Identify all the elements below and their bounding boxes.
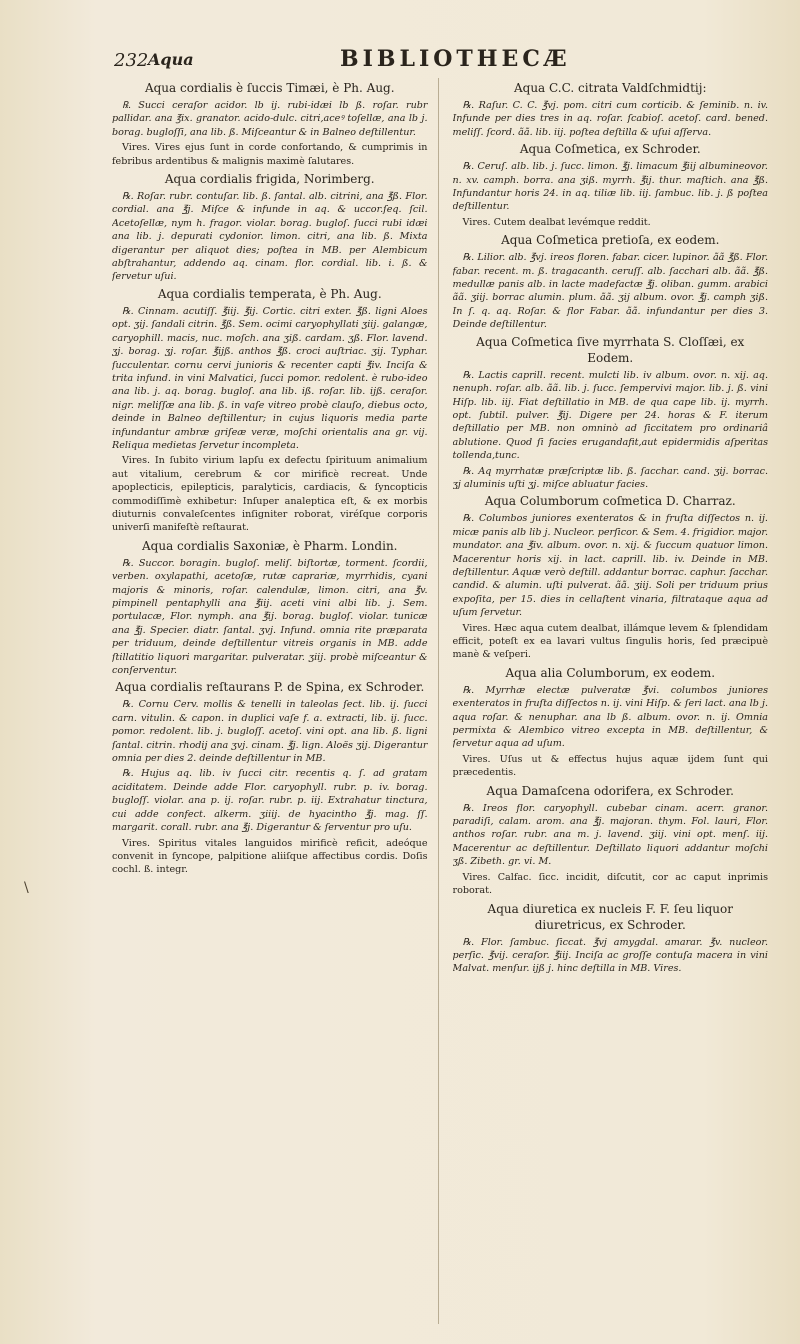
recipe-entry bbox=[453, 334, 769, 463]
left-column bbox=[112, 78, 439, 1324]
margin-mark: \ bbox=[24, 880, 29, 896]
recipe-text: ℞. Raſur. C. C. ℥vj. pom. citri cum corticib. & ſeminib. n. iv. Infunde per dies tres in aq. roſar. ſcabioſ. acetoſ. card. bened. meliſſ. ſcord. ãã. lib. iij. poſtea deſtilla & uſui aſſerva. bbox=[452, 100, 768, 138]
running-word: Aqua bbox=[148, 50, 194, 69]
recipe-heading: Aqua Coſmetica, ex Schroder. bbox=[519, 142, 701, 157]
vires-text: Vires. Uſus ut & effectus hujus aquæ ijdem ſunt qui præcedentis. bbox=[452, 753, 768, 779]
recipe-heading: Aqua cordialis frigida, Norimberg. bbox=[164, 172, 375, 187]
recipe-heading: Aqua Coſmetica ſive myrrhata S. Cloſſæi, ex Eodem. bbox=[476, 334, 745, 365]
recipe-entry bbox=[112, 80, 428, 168]
recipe-heading: Aqua alia Columborum, ex eodem. bbox=[505, 665, 716, 680]
vires-text: Vires. Calfac. ſicc. incidit, diſcutit, cor ac caput inprimis roborat. bbox=[452, 871, 768, 897]
recipe-text: ℞. Aq myrrhatæ præſcriptæ lib. ß. ſacchar. cand. ʒij. borrac. ʒj aluminis uſti ʒj. miſce abluatur facies. bbox=[452, 465, 768, 490]
vires-text: Vires. In ſubito virium lapſu ex defectu ſpirituum animalium aut vitalium, cerebrum & cor mirificè recreat. Unde apoplecticis, epilepticis, paralyticis, cardiacis, & ſyncopticis commodiſſimè exhibetur: Inſuper analeptica eſt, & ex morbis diuturnis convaleſcentes inſigniter roborat, viréſque corporis univerſi manifeſtè reſtaurat. bbox=[112, 455, 428, 534]
recipe-entry bbox=[453, 80, 769, 139]
recipe-heading: Aqua cordialis reſtaurans P. de Spina, ex Schroder. bbox=[115, 680, 425, 695]
recipe-entry bbox=[112, 679, 428, 765]
recipe-heading: Aqua Coſmetica pretioſa, ex eodem. bbox=[501, 233, 720, 248]
recipe-entry bbox=[453, 141, 769, 229]
page-number: 232 bbox=[114, 50, 149, 71]
vires-text: Vires. Hæc aqua cutem dealbat, illámque levem & ſplendidam efficit, poteſt ex ea lavari vultus ſingulis horis, ſed præcipuè manè & veſperi. bbox=[452, 622, 768, 661]
recipe-entry bbox=[453, 465, 769, 492]
recipe-text: ℞. Columbos juniores exenteratos & in fruſta diſſectos n. ij. micæ panis alb lib j. Nucleor. perſicor. & Sem. 4. frigidior. major. mundator. ana ℥iv. album. ovor. n. xij. & ſuccum quatuor limon. Macerentur horis xij. in lact. caprill. lib. iv. Deinde in MB. deſtillentur. Aquæ verò deſtill. addantur borrac. caphur. ſacchar. candid. & alumin. uſti pulverat. ãã. ʒiij. Soli per triduum prius expoſita, per 15. dies in cellaſtent vinaria, filtrataque aqua ad uſum ſervetur. bbox=[452, 513, 768, 619]
recipe-heading: Aqua Columborum coſmetica D. Charraz. bbox=[484, 494, 736, 509]
recipe-entry bbox=[112, 286, 428, 535]
vires-text: Vires. Vires ejus ſunt in corde confortando, & cumprimis in febribus ardentibus & malignis maximè ſalutares. bbox=[112, 142, 428, 167]
running-title: BIBLIOTHECÆ bbox=[340, 46, 571, 72]
text-columns bbox=[112, 78, 768, 1324]
right-column bbox=[453, 78, 769, 1324]
recipe-entry bbox=[453, 783, 769, 898]
recipe-text: ℞. Ireos flor. caryophyll. cubebar cinam. acerr. granor. paradiſi, calam. arom. ana ℥j. majoran. thym. Fol. lauri, Flor. anthos roſar. rubr. ana m. j. lavend. ʒiij. vini opt. menſ. iij. Macerentur ac deſtillentur. Deſtillato liquori addantur moſchi ʒß. Zibeth. gr. vi. M. bbox=[452, 802, 768, 868]
vires-text: Vires. Cutem dealbat levémque reddit. bbox=[462, 216, 651, 228]
recipe-heading: Aqua cordialis è ſuccis Timæi, è Ph. Aug. bbox=[144, 81, 395, 95]
recipe-text: ℞. Lilior. alb. ℥vj. ireos floren. fabar. cicer. lupinor. ãã ℥ß. Flor. fabar. recent. m. ß. tragacanth. ceruſſ. alb. ſacchari alb. ãã. ℥ß. medullæ panis alb. in lacte madefactæ ℥j. oliban. gumm. arabici ãã. ʒiij. borrac alumin. plum. ãã. ʒij album. ovor. ℥j. camph ʒiß. In ſ. q. aq. Roſar. & flor Fabar. ãã. infundantur per dies 3. Deinde deſtillentur. bbox=[452, 252, 768, 331]
recipe-text: ℞. Succi ceraſor acidor. lb ij. rubi-idæi lb ß. roſar. rubr pallidar. ana ℥ix. granator. acido-dulc. citri,aceꝰ toſellæ, ana lb j. borag. bugloſſi, ana lib. ß. Miſceantur & in Balneo deſtillentur. bbox=[112, 100, 428, 138]
recipe-heading: Aqua C.C. citrata Valdſchmidtij: bbox=[513, 81, 707, 95]
recipe-entry bbox=[112, 767, 428, 876]
recipe-text: ℞. Lactis caprill. recent. mulcti lib. iv album. ovor. n. xij. aq. nenuph. roſar. alb. ãã. lib. j. ſucc. ſempervivi major. lib. j. ß. vini Hiſp. lib. iij. Fiat deſtillatio in MB. de qua cape lib. ij. myrrh. opt. ſubtil. pulver. ℥ij. Digere per 24. horas & F. iterum deſtillatio per MB. non omninò ad ſiccitatem pro ordinariâ ablutione. Quod ſi facies erugandafit,aut epidermidis aſperitas tollenda,tunc. bbox=[452, 369, 768, 462]
recipe-heading: Aqua Damaſcena odorifera, ex Schroder. bbox=[486, 783, 734, 798]
recipe-text: ℞. Succor. boragin. bugloſ. meliſ. biſtortæ, torment. ſcordii, verben. oxylapathi, acetoſæ, rutæ caprariæ, myrrhidis, cyani majoris & minoris, roſar. calendulæ, limon. citri, ana ℥v. pimpinell pentaphylli ana ℥iij. aceti vini albi lib. j. Sem. portulacæ, Flor. nymph. ana ℥ij. borag. bugloſ. violar. tunicæ ana ℥j. Specier. diatr. ſantal. ʒvj. Infund. omnia rite præparata per triduum, deinde deſtillentur vitreis organis in MB. adde ſtillatitio liquori margaritar. pulveratar. ʒiij. probè miſceantur & conſerventur. bbox=[112, 557, 428, 677]
recipe-text: ℞. Myrrhæ electæ pulveratæ ℥vi. columbos juniores exenteratos in fruſta diſſectos n. ij. vini Hiſp. & ſeri lact. ana lb j. aqua roſar. & nenuphar. ana lb ß. album. ovor. n. ij. Omnia permixta & Alembico vitreo excepta in MB. deſtillentur, & ſervetur aqua ad uſum. bbox=[452, 684, 768, 750]
recipe-entry bbox=[112, 171, 428, 284]
recipe-heading: Aqua cordialis temperata, è Ph. Aug. bbox=[157, 286, 382, 301]
recipe-text: ℞. Ceruſ. alb. lib. j. ſucc. limon. ℥j. limacum ℥iij albumineovor. n. xv. camph. borra. ana ʒiß. myrrh. ℥ij. thur. maſtich. ana ℥ß. Infundantur horis 24. in aq. tiliæ lib. iij. ſambuc. lib. j. ß poſtea deſtillentur. bbox=[452, 161, 768, 213]
recipe-text: ℞. Roſar. rubr. contuſar. lib. ß. ſantal. alb. citrini, ana ℥ß. Flor. cordial. ana ℥j. Miſce & infunde in aq. & uccor.ſeq. ſcil. Acetoſellæ, nym h. fragor. violar. borag. bugloſ. ſucci rubi idæi ana lib. j. depurati cydonior. limon. citri, ana lib. ß. Mixta digerantur per aliquot dies; poſtea in MB. per Alembicum abſtrahantur, addendo aq. cinam. flor. cordial. lib. i. ß. & ſervetur uſui. bbox=[112, 191, 428, 283]
recipe-entry bbox=[453, 232, 769, 331]
recipe-entry bbox=[112, 538, 428, 678]
recipe-entry bbox=[453, 901, 769, 976]
recipe-text: ℞. Cinnam. acutiſſ. ℥iij. ℥ij. Cortic. citri exter. ℥ß. ligni Aloes opt. ʒij. ſandali citrin. ℥ß. Sem. ocimi caryophyllati ʒiij. galangæ, caryophill. macis, nuc. moſch. ana ʒiß. cardam. ʒß. Flor. lavend. ʒj. borag. ʒj. roſar. ℥ijß. anthos ℥ß. croci auſtriac. ʒij. Typhar. ſucculentar. cornu cervi junioris & recenter capti ℥iv. Inciſa & trita infund. in vini Malvatici, ſucci pomor. redolent. è rubo-ideo ana lib. j. aq. borag. bugloſ. ana lib. iß. roſar. lib. ijß. ceraſor. nigr. meliſſæ ana lib. ß. in vaſe vitreo probè clauſo, diebus octo, deinde in Balneo deſtillentur; in cujus liquoris media parte infundantur ambræ griſeæ veræ, moſchi orientalis ana gr. vij. Reliqua medietas ſervetur incompleta. bbox=[112, 305, 428, 451]
recipe-text: ℞. Cornu Cerv. mollis & tenelli in taleolas ſect. lib. ij. ſucci carn. vitulin. & capon. in duplici vaſe f. a. extracti, lib. ij. ſucc. pomor. redolent. lib. j. bugloſſ. acetoſ. vini opt. ana lib. ß. ligni ſantal. citrin. rhodij ana ʒvj. cinam. ℥j. lign. Aloës ʒij. Digerantur omnia per dies 2. deinde deſtillentur in MB. bbox=[112, 699, 428, 765]
recipe-heading: Aqua cordialis Saxoniæ, è Pharm. Londin. bbox=[142, 538, 398, 553]
recipe-entry bbox=[453, 665, 769, 780]
recipe-entry bbox=[453, 493, 769, 661]
recipe-heading: Aqua diuretica ex nucleis F. F. ſeu liquor diuretricus, ex Schroder. bbox=[487, 901, 733, 932]
recipe-text: ℞. Flor. ſambuc. ſiccat. ℥vj amygdal. amarar. ℥v. nucleor. perſic. ℥vij. ceraſor. ℥iij. Inciſa ac groſſe contuſa macera in vini Malvat. menſur. ijß j. hinc deſtilla in MB. Vires. bbox=[452, 936, 768, 975]
recipe-text: ℞. Hujus aq. lib. iv ſucci citr. recentis q. ſ. ad gratam aciditatem. Deinde adde Flor. caryophyll. rubr. p. iv. borag. bugloſſ. violar. ana p. ij. roſar. rubr. p. iij. Extrahatur tinctura, cui adde confect. alkerm. ʒiiij. de hyacintho ℥j. mag. ſſ. margarit. corall. rubr. ana ℥j. Digerantur & ſerventur pro uſu. bbox=[112, 768, 428, 834]
vires-text: Vires. Spiritus vitales languidos mirificè reficit, adeóque convenit in ſyncope, palpitione aliiſque affectibus cordis. Doſis cochl. ß. integr. bbox=[112, 837, 428, 876]
page-header bbox=[100, 44, 760, 74]
